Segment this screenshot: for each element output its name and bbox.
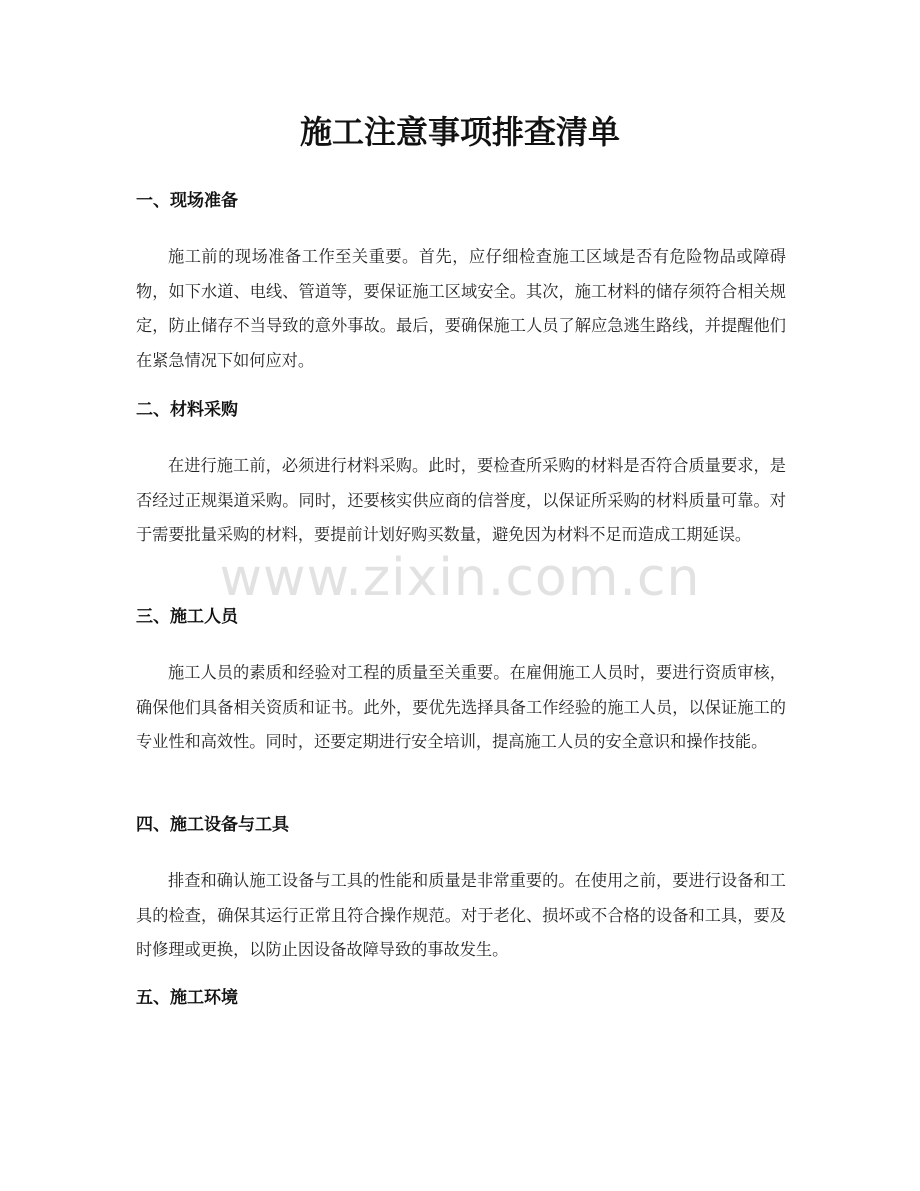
section-equipment-tools: [136, 812, 786, 968]
section-construction-environment: [136, 985, 786, 1011]
section-construction-personnel: [136, 604, 786, 760]
document-title: 施工注意事项排查清单: [299, 113, 620, 151]
section-heading: 五、施工环境: [136, 988, 238, 1008]
section-heading: 四、施工设备与工具: [136, 815, 289, 835]
section-heading: 二、材料采购: [136, 400, 238, 420]
section-body: 在进行施工前，必须进行材料采购。此时，要检查所采购的材料是否符合质量要求，是否经过正规渠道采购。同时，还要核实供应商的信誉度，以保证所采购的材料质量可靠。对于需要批量采购的材料，要提前计划好购买数量，避免因为材料不足而造成工期延误。: [136, 456, 786, 544]
section-heading: 三、施工人员: [136, 607, 238, 627]
section-body: 排查和确认施工设备与工具的性能和质量是非常重要的。在使用之前，要进行设备和工具的检查，确保其运行正常且符合操作规范。对于老化、损坏或不合格的设备和工具，要及时修理或更换，以防止因设备故障导致的事故发生。: [136, 871, 786, 959]
watermark: www.zixin.com.cn: [219, 548, 701, 608]
section-site-preparation: [136, 188, 786, 378]
section-material-procurement: [136, 397, 786, 553]
section-heading: 一、现场准备: [136, 191, 238, 211]
section-body: 施工前的现场准备工作至关重要。首先，应仔细检查施工区域是否有危险物品或障碍物，如下水道、电线、管道等，要保证施工区域安全。其次，施工材料的储存须符合相关规定，防止储存不当导致的意外事故。最后，要确保施工人员了解应急逃生路线，并提醒他们在紧急情况下如何应对。: [136, 247, 786, 370]
section-body: 施工人员的素质和经验对工程的质量至关重要。在雇佣施工人员时，要进行资质审核，确保他们具备相关资质和证书。此外，要优先选择具备工作经验的施工人员，以保证施工的专业性和高效性。同时，还要定期进行安全培训，提高施工人员的安全意识和操作技能。: [136, 663, 786, 751]
